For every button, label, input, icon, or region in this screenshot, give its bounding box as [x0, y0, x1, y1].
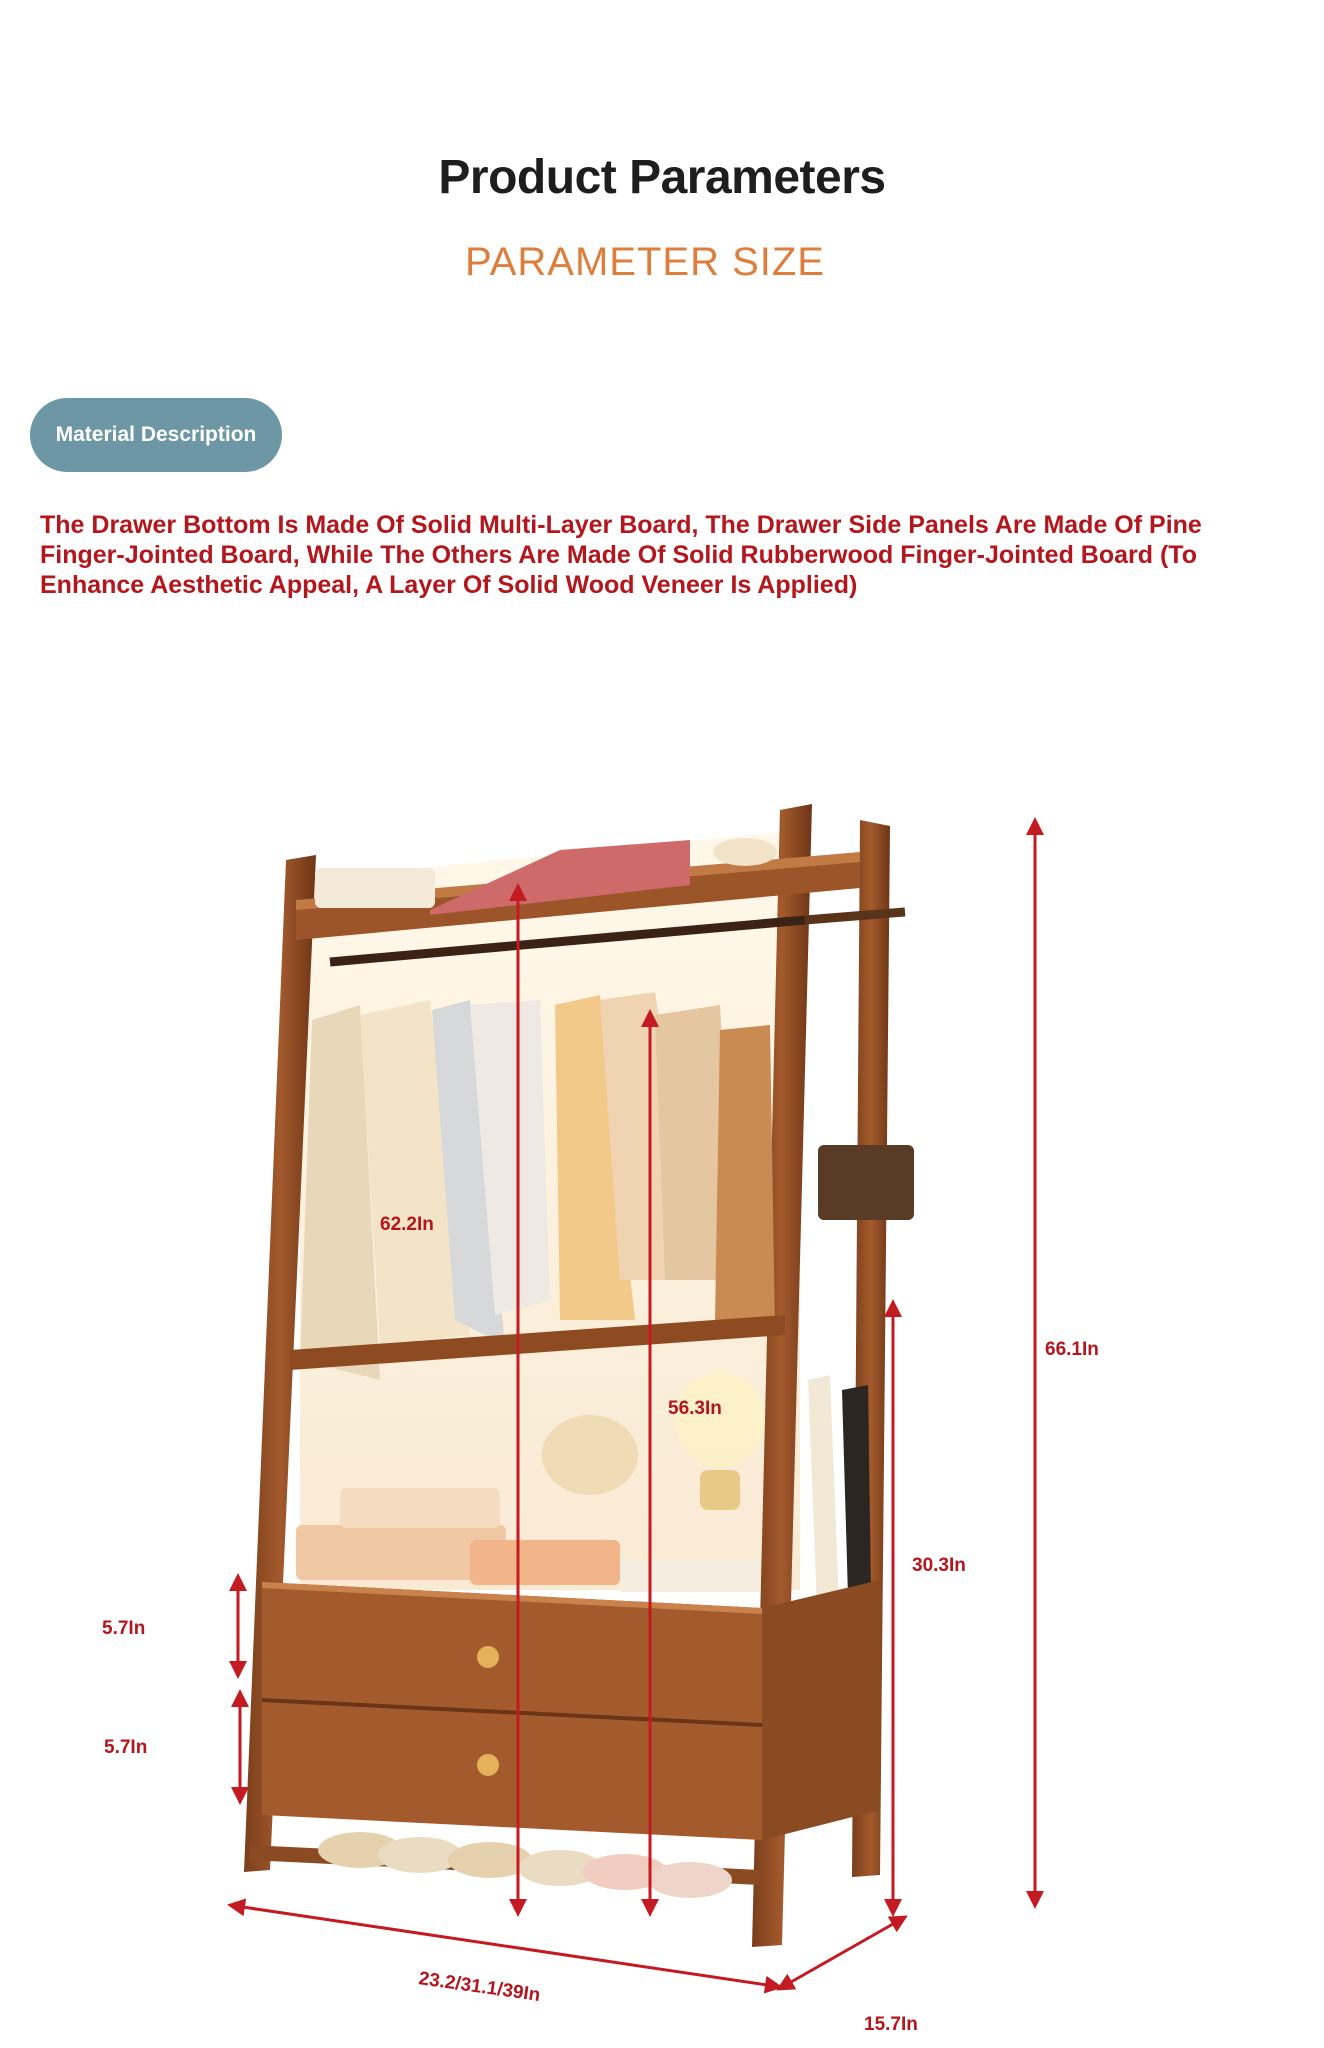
depth-label: 15.7In [864, 2014, 918, 2035]
material-description-text: The Drawer Bottom Is Made Of Solid Multi-Layer Board, The Drawer Side Panels Are Made Of Pine Finger-Jointed Board, While The Others Are Made Of Solid Rubberwood Finger-Jointed Board (To Enhance Aesthetic Appeal, A Layer Of Solid Wood Veneer Is Applied) [40, 511, 1202, 599]
inner-height-label: 62.2In [380, 1214, 434, 1235]
base-height-label: 30.3In [912, 1555, 966, 1576]
page-title: Product Parameters [438, 151, 886, 204]
total-height-label: 66.1In [1045, 1339, 1099, 1360]
clothes-rack-illustration [244, 804, 914, 1947]
hanging-height-label: 56.3In [668, 1398, 722, 1419]
depth-line [784, 1920, 900, 1986]
drawer-top-label: 5.7In [102, 1618, 146, 1639]
width-line [236, 1906, 774, 1986]
badge-label: Material Description [55, 423, 257, 446]
width-label: 23.2/31.1/39In [417, 1968, 542, 2007]
page-subtitle: PARAMETER SIZE [465, 240, 825, 284]
drawer-bottom-label: 5.7In [104, 1737, 148, 1758]
material-description-badge [30, 398, 282, 472]
product-dimension-figure [0, 760, 1324, 2048]
